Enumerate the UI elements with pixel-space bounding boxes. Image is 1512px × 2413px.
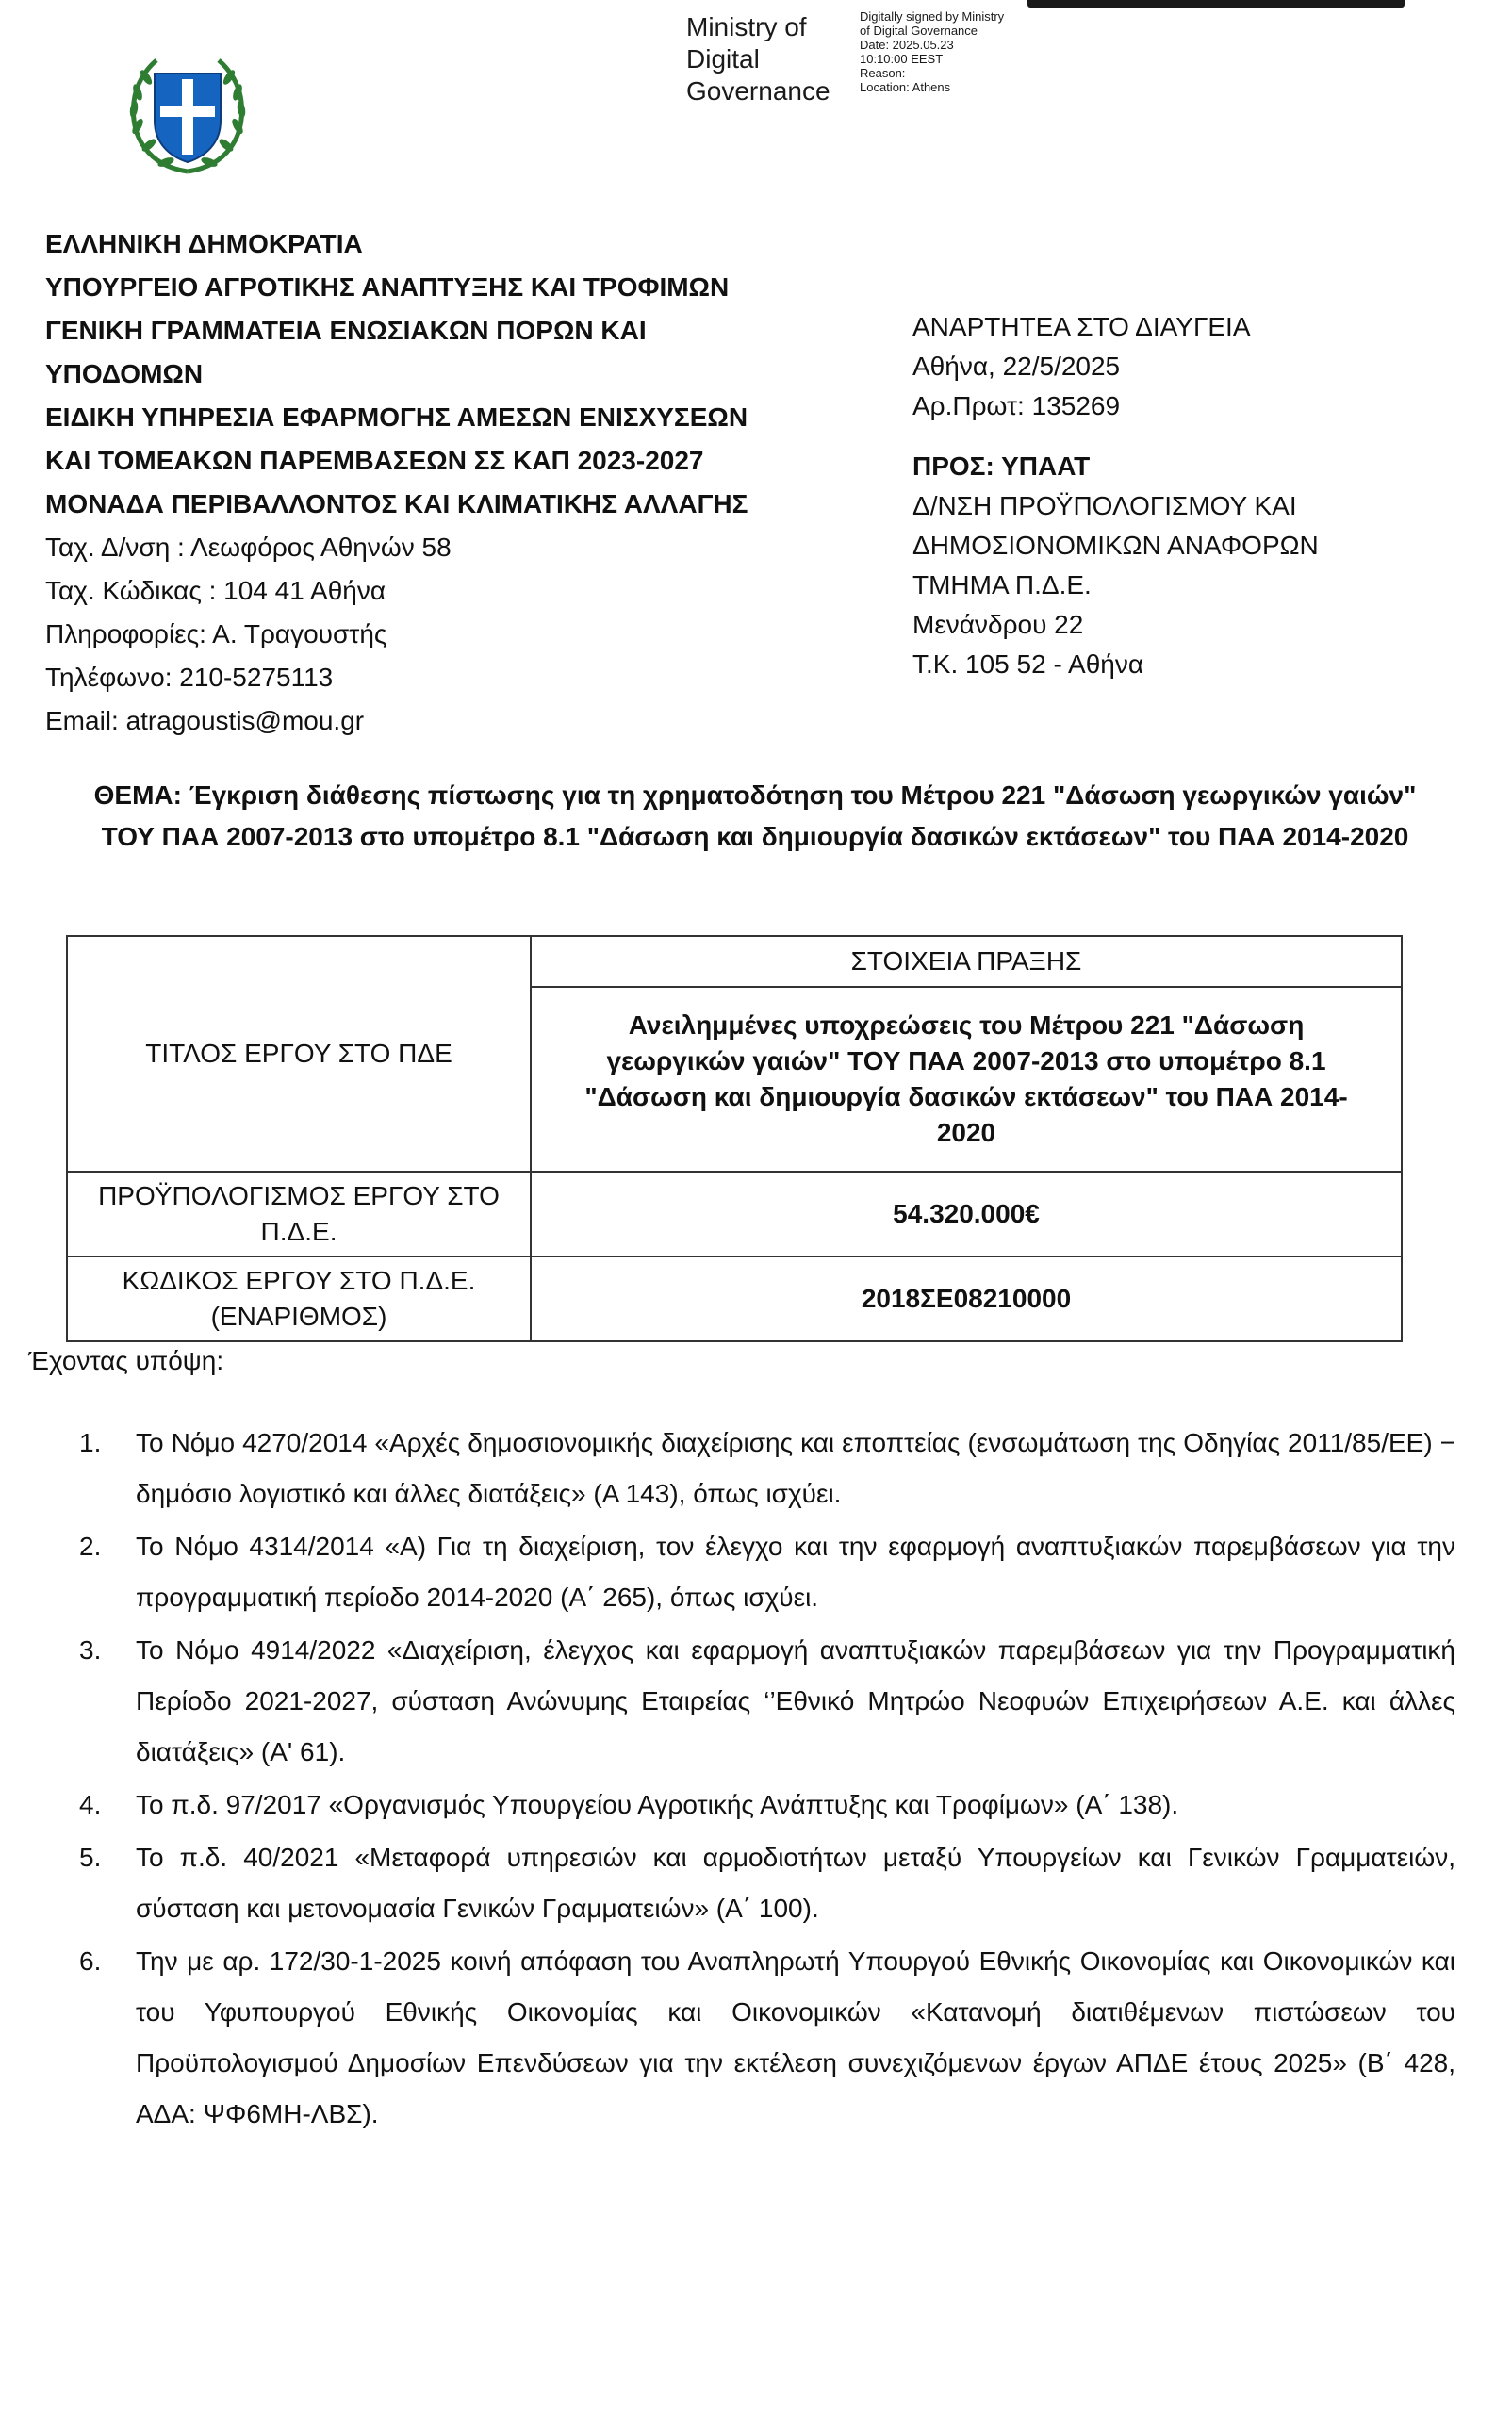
list-item [70, 1780, 1455, 1830]
recipient-line: ΤΜΗΜΑ Π.Δ.Ε. [912, 570, 1092, 599]
list-item-text: Το Νόμο 4270/2014 «Αρχές δημοσιονομικής διαχείρισης και εποπτείας (ενσωμάτωση της Οδηγίας 2011/85/ΕΕ) − δημόσιο λογιστικό και άλλες διατάξεις» (Α 143), όπως ισχύει. [136, 1428, 1455, 1508]
considering-heading: Έχοντας υπόψη: [28, 1346, 224, 1375]
list-item-number: 4. [79, 1790, 102, 1819]
table-row [67, 1172, 1402, 1256]
sender-org-line: ΥΠΟΥΡΓΕΙΟ ΑΓΡΟΤΙΚΗΣ ΑΝΑΠΤΥΞΗΣ ΚΑΙ ΤΡΟΦΙΜΩΝ [45, 272, 730, 302]
list-item-text: Το π.δ. 97/2017 «Οργανισμός Υπουργείου Αγροτικής Ανάπτυξης και Τροφίμων» (Α΄ 138). [136, 1790, 1179, 1819]
sender-info: Πληροφορίες: Α. Τραγουστής [45, 619, 387, 648]
table-cell-label: ΚΩΔΙΚΟΣ ΕΡΓΟΥ ΣΤΟ Π.Δ.Ε. (ΕΝΑΡΙΘΜΟΣ) [67, 1256, 531, 1341]
list-item-number: 1. [79, 1428, 102, 1457]
list-item-number: 5. [79, 1843, 102, 1872]
stamp-org-line: Governance [686, 76, 830, 106]
table-cell-label: ΤΙΤΛΟΣ ΕΡΓΟΥ ΣΤΟ ΠΔΕ [67, 936, 531, 1172]
stamp-sig-line: Location: Athens [860, 80, 951, 94]
list-item [70, 1625, 1455, 1778]
sender-org-line: ΕΛΛΗΝΙΚΗ ΔΗΜΟΚΡΑΤΙΑ [45, 229, 363, 258]
stamp-sig-line: Digitally signed by Ministry [860, 9, 1005, 24]
sender-block [45, 222, 875, 743]
stamp-sig-line: Date: 2025.05.23 [860, 38, 954, 52]
table-cell-value: Ανειλημμένες υποχρεώσεις του Μέτρου 221 "Δάσωση γεωργικών γαιών" ΤΟΥ ΠΑΑ 2007-2013 στο υπομέτρο 8.1 "Δάσωση και δημιουργία δασικών εκτάσεων" του ΠΑΑ 2014-2020 [531, 987, 1402, 1172]
document-date: Αθήνα, 22/5/2025 [912, 352, 1121, 381]
signature-stamp-details [860, 9, 1004, 94]
sender-org-line: ΚΑΙ ΤΟΜΕΑΚΩΝ ΠΑΡΕΜΒΑΣΕΩΝ ΣΣ ΚΑΠ 2023-2027 [45, 446, 704, 475]
list-item [70, 1936, 1455, 2140]
sender-postal-code: Ταχ. Κώδικας : 104 41 Αθήνα [45, 576, 386, 605]
table-cell-label: ΠΡΟΫΠΟΛΟΓΙΣΜΟΣ ΕΡΓΟΥ ΣΤΟ Π.Δ.Ε. [67, 1172, 531, 1256]
list-item-number: 2. [79, 1532, 102, 1561]
sender-org-line: ΜΟΝΑΔΑ ΠΕΡΙΒΑΛΛΟΝΤΟΣ ΚΑΙ ΚΛΙΜΑΤΙΚΗΣ ΑΛΛΑΓΗΣ [45, 489, 748, 518]
table-cell-value: 2018ΣΕ08210000 [531, 1256, 1402, 1341]
list-item [70, 1521, 1455, 1623]
subject-line: ΘΕΜΑ: Έγκριση διάθεσης πίστωσης για τη χρηματοδότηση του Μέτρου 221 "Δάσωση γεωργικών γαιών" [93, 780, 1417, 810]
shield [155, 74, 221, 162]
sender-org-line: ΓΕΝΙΚΗ ΓΡΑΜΜΑΤΕΙΑ ΕΝΩΣΙΑΚΩΝ ΠΟΡΩΝ ΚΑΙ [45, 316, 647, 345]
recipient-line: Τ.Κ. 105 52 - Αθήνα [912, 649, 1144, 679]
sender-email: Email: atragoustis@mou.gr [45, 706, 365, 735]
table-cell-value: 54.320.000€ [531, 1172, 1402, 1256]
ada-code-cropped [1027, 0, 1405, 8]
table-row [67, 1256, 1402, 1341]
stamp-sig-line: of Digital Governance [860, 24, 978, 38]
table-row [67, 936, 1402, 987]
sender-phone: Τηλέφωνο: 210-5275113 [45, 663, 334, 692]
list-item-text: Την με αρ. 172/30-1-2025 κοινή απόφαση του Αναπληρωτή Υπουργού Εθνικής Οικονομίας και Οικονομικών και του Υφυπουργού Εθνικής Οικονομίας και Οικονομικών «Κατανομή διατιθέμενων πιστώσεων του Προϋπολογισμού Δημοσίων Επενδύσεων για την εκτέλεση συνεχιζόμενων έργων ΑΠΔΕ έτους 2025» (Β΄ 428, ΑΔΑ: ΨΦ6ΜΗ-ΛΒΣ). [136, 1946, 1455, 2128]
recipient-label: ΠΡΟΣ: ΥΠΑΑΤ [912, 451, 1091, 481]
recipient-line: Μενάνδρου 22 [912, 610, 1084, 639]
sender-address: Ταχ. Δ/νση : Λεωφόρος Αθηνών 58 [45, 533, 452, 562]
protocol-number: Αρ.Πρωτ: 135269 [912, 391, 1121, 420]
list-item [70, 1832, 1455, 1934]
recipient-line: Δ/ΝΣΗ ΠΡΟΫΠΟΛΟΓΙΣΜΟΥ ΚΑΙ [912, 491, 1297, 520]
list-item-number: 6. [79, 1946, 102, 1976]
sender-org-line: ΥΠΟΔΟΜΩΝ [45, 359, 204, 388]
stamp-org-line: Digital [686, 44, 760, 74]
list-item-text: Το π.δ. 40/2021 «Μεταφορά υπηρεσιών και αρμοδιοτήτων μεταξύ Υπουργείων και Γενικών Γραμματειών, σύσταση και μετονομασία Γενικών Γραμματειών» (Α΄ 100). [136, 1843, 1455, 1923]
hellenic-emblem-icon [121, 47, 255, 181]
subject [25, 775, 1486, 858]
recipient-line: ΔΗΜΟΣΙΟΝΟΜΙΚΩΝ ΑΝΑΦΟΡΩΝ [912, 531, 1319, 560]
signature-stamp-organization [686, 11, 830, 107]
recipient-block [912, 307, 1478, 684]
table-header: ΣΤΟΙΧΕΙΑ ΠΡΑΞΗΣ [531, 936, 1402, 987]
stamp-sig-line: 10:10:00 EEST [860, 52, 944, 66]
list-item-number: 3. [79, 1635, 102, 1665]
project-info-table [66, 935, 1403, 1342]
publish-note: ΑΝΑΡΤΗΤΕΑ ΣΤΟ ΔΙΑΥΓΕΙΑ [912, 312, 1251, 341]
subject-line: ΤΟΥ ΠΑΑ 2007-2013 στο υπομέτρο 8.1 "Δάσωση και δημιουργία δασικών εκτάσεων" του ΠΑΑ 2014-2020 [101, 822, 1409, 851]
stamp-sig-line: Reason: [860, 66, 906, 80]
considerations-list [70, 1418, 1455, 2142]
stamp-org-line: Ministry of [686, 12, 807, 41]
list-item-text: Το Νόμο 4914/2022 «Διαχείριση, έλεγχος και εφαρμογή αναπτυξιακών παρεμβάσεων για την Προγραμματική Περίοδο 2021-2027, σύσταση Ανώνυμης Εταιρείας ‘’Εθνικό Μητρώο Νεοφυών Επιχειρήσεων Α.Ε. και άλλες διατάξεις» (Α' 61). [136, 1635, 1455, 1766]
list-item-text: Το Νόμο 4314/2014 «Α) Για τη διαχείριση, τον έλεγχο και την εφαρμογή αναπτυξιακών παρεμβάσεων για την προγραμματική περίοδο 2014-2020 (Α΄ 265), όπως ισχύει. [136, 1532, 1455, 1612]
list-item [70, 1418, 1455, 1519]
sender-org-line: ΕΙΔΙΚΗ ΥΠΗΡΕΣΙΑ ΕΦΑΡΜΟΓΗΣ ΑΜΕΣΩΝ ΕΝΙΣΧΥΣΕΩΝ [45, 402, 748, 432]
